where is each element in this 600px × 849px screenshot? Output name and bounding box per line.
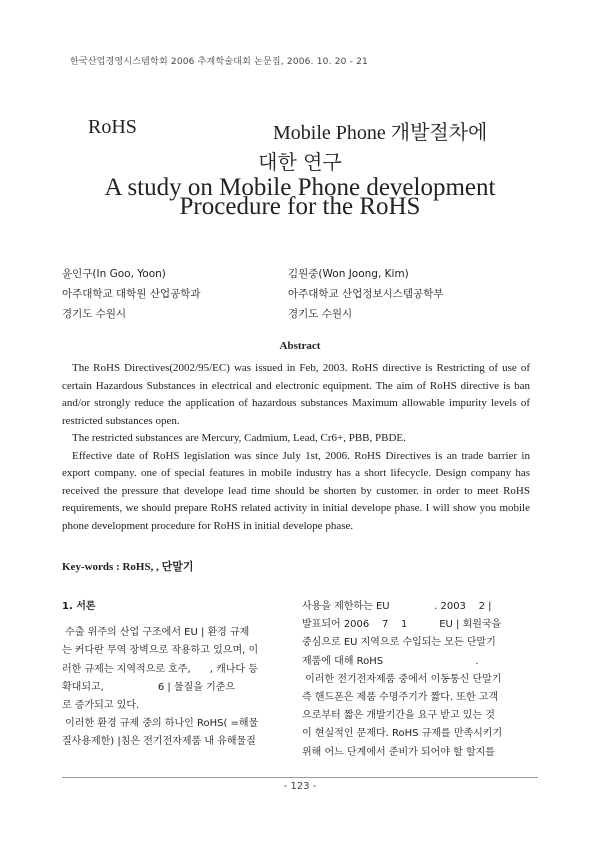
body-line: 사용을 제한하는 EU . 2003 2 | bbox=[302, 601, 492, 612]
body-line: 이 현실적인 문제다. RoHS 규제를 만족시키기 bbox=[302, 728, 503, 740]
abstract-body bbox=[62, 360, 530, 535]
body-line: 으로부터 짧은 개발기간을 요구 받고 있는 것 bbox=[302, 710, 495, 722]
body-line: 위해 어느 단계에서 준비가 되어야 할 할지를 bbox=[302, 746, 495, 758]
body-line: 수출 위주의 산업 구조에서 EU | 환경 규제 bbox=[62, 627, 250, 639]
body-line: 제품에 대해 RoHS . bbox=[302, 655, 479, 667]
body-line: 는 커다란 무역 장벽으로 작용하고 있으며, 이 bbox=[62, 645, 259, 657]
author-name: 윤인구(In Goo, Yoon) bbox=[62, 268, 166, 280]
abstract-heading: Abstract bbox=[279, 340, 321, 352]
conference-header: 한국산업경영시스템학회 2006 추계학술대회 논문집, 2006. 10. 20 - 21 bbox=[70, 57, 368, 67]
author-location: 경기도 수원시 bbox=[288, 308, 353, 320]
footer-divider bbox=[62, 777, 538, 778]
body-column-right bbox=[302, 598, 530, 762]
keywords: Key-words : RoHS, , 단말기 bbox=[62, 561, 194, 573]
abstract-paragraph: The RoHS Directives(2002/95/EC) was issued in Feb, 2003. RoHS directive is Restricting of use of certain Hazardous Substances in electrical and electronic equipment. The aim of RoHS directive is ban and/or strongly reduce the application of hazardous substances Maximum allowable impurity levels of restricted substances open. bbox=[62, 362, 530, 427]
body-line: 확대되고, 6 | 물질을 기준으 bbox=[62, 681, 236, 693]
body-line: 중심으로 EU 지역으로 수입되는 모든 단말기 bbox=[302, 637, 496, 649]
page-number: - 123 - bbox=[283, 781, 317, 792]
author-name: 김원중(Won Joong, Kim) bbox=[288, 268, 409, 280]
body-line: 이러한 전기전자제품 중에서 이동통신 단말기 bbox=[302, 673, 502, 685]
author-location: 경기도 수원시 bbox=[62, 308, 127, 320]
author-affiliation: 아주대학교 대학원 산업공학과 bbox=[62, 288, 201, 300]
abstract-paragraph: The restricted substances are Mercury, Cadmium, Lead, Cr6+, PBB, PBDE. bbox=[72, 432, 406, 444]
abstract-paragraph: Effective date of RoHS legislation was since July 1st, 2006. RoHS Directives is an trade barrier in export company. one of special features in mobile industry has a short lifecycle. Design company has received the pressure that develope lead time should be shorten by customer. in order to meet RoHS requirements, we should prepare RoHS related activity in initial develope phase. I will show you mobile phone development procedure for RoHS in initial develope phase. bbox=[62, 449, 530, 532]
body-line: 즉 핸드폰은 제품 수명주기가 짧다. 또한 고객 bbox=[302, 692, 499, 704]
korean-title-right: Mobile Phone 개발절차에 bbox=[273, 122, 488, 144]
author-affiliation: 아주대학교 산업정보시스템공학부 bbox=[288, 288, 444, 300]
body-column-left bbox=[62, 598, 290, 752]
english-title-line-2: Procedure for the RoHS bbox=[179, 193, 421, 220]
korean-title-line-2: 대한 연구 bbox=[258, 150, 342, 174]
korean-title-left: RoHS bbox=[88, 116, 137, 138]
author-2 bbox=[288, 264, 443, 324]
english-title-line-1: A study on Mobile Phone development bbox=[104, 174, 496, 201]
body-line: 이러한 환경 규제 중의 하나인 RoHS( =해물 bbox=[62, 718, 259, 730]
body-line: 로 증가되고 있다. bbox=[62, 700, 140, 712]
body-line: 러한 규제는 지역적으로 호주, , 캐나다 등 bbox=[62, 663, 258, 675]
body-line: 질사용제한) |침은 전기전자제품 내 유해물질 bbox=[62, 736, 256, 748]
author-1 bbox=[62, 264, 201, 324]
section-heading: 1. 서론 bbox=[62, 601, 96, 612]
body-line: 발표되어 2006 7 1 EU | 회원국을 bbox=[302, 619, 502, 631]
